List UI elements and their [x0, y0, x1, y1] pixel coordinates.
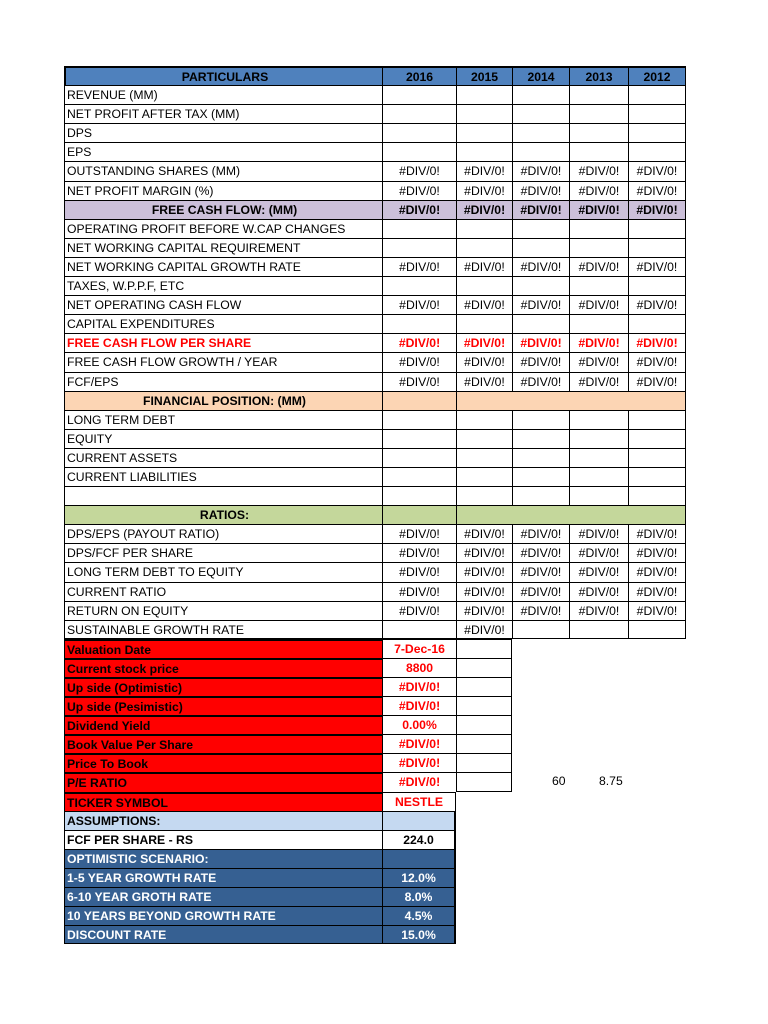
cell[interactable]: #DIV/0! [456, 582, 512, 601]
table-row [64, 276, 686, 295]
cell[interactable] [456, 486, 512, 505]
fcf-section-label[interactable]: FREE CASH FLOW: (MM) [64, 200, 382, 219]
cell[interactable]: #DIV/0! [628, 601, 686, 620]
cell[interactable] [456, 658, 512, 677]
table-row [64, 123, 686, 142]
table-row [64, 467, 686, 486]
cell[interactable] [628, 104, 686, 123]
cell[interactable]: #DIV/0! [382, 352, 456, 371]
cell[interactable] [512, 467, 569, 486]
cell[interactable]: #DIV/0! [628, 257, 686, 276]
cell[interactable]: #DIV/0! [628, 161, 686, 180]
row-label[interactable]: NET OPERATING CASH FLOW [64, 295, 382, 314]
scenario-label[interactable]: 6-10 YEAR GROTH RATE [64, 887, 382, 906]
row-label[interactable]: TAXES, W.P.P.F, ETC [64, 276, 382, 295]
cell[interactable]: #DIV/0! [512, 372, 569, 391]
cell[interactable]: #DIV/0! [382, 372, 456, 391]
cell[interactable]: #DIV/0! [456, 543, 512, 562]
cell[interactable]: #DIV/0! [569, 352, 628, 371]
row-label[interactable]: OPERATING PROFIT BEFORE W.CAP CHANGES [64, 219, 382, 238]
cell[interactable] [628, 448, 686, 467]
cell[interactable]: #DIV/0! [569, 181, 628, 200]
cell[interactable] [512, 142, 569, 161]
cell[interactable] [569, 104, 628, 123]
cell[interactable] [382, 448, 456, 467]
cell[interactable]: #DIV/0! [628, 543, 686, 562]
cell[interactable] [382, 238, 456, 257]
fcf-share-rs-value[interactable]: 224.0 [382, 830, 456, 849]
cell[interactable]: #DIV/0! [628, 524, 686, 543]
cell[interactable]: #DIV/0! [628, 333, 686, 352]
cell[interactable]: #DIV/0! [382, 601, 456, 620]
row-label[interactable]: NET PROFIT AFTER TAX (MM) [64, 104, 382, 123]
cell[interactable]: #DIV/0! [628, 372, 686, 391]
valuation-label[interactable]: Dividend Yield [64, 715, 382, 734]
table-row [64, 142, 686, 161]
valuation-value[interactable]: #DIV/0! [382, 772, 456, 791]
cell[interactable] [512, 219, 569, 238]
cell[interactable] [382, 123, 456, 142]
cell[interactable] [456, 772, 512, 791]
cell[interactable] [569, 314, 628, 333]
cell[interactable]: #DIV/0! [456, 524, 512, 543]
cell[interactable] [382, 505, 456, 524]
cell[interactable] [382, 486, 456, 505]
cell[interactable] [382, 410, 456, 429]
cell[interactable] [628, 238, 686, 257]
cell[interactable] [569, 123, 628, 142]
row-label[interactable]: LONG TERM DEBT TO EQUITY [64, 562, 382, 581]
cell[interactable]: #DIV/0! [569, 524, 628, 543]
valuation-row [64, 677, 686, 696]
row-label[interactable]: NET WORKING CAPITAL GROWTH RATE [64, 257, 382, 276]
cell[interactable] [382, 219, 456, 238]
cell[interactable] [569, 467, 628, 486]
scenario-row [64, 925, 686, 944]
cell[interactable] [456, 219, 512, 238]
cell[interactable] [456, 467, 512, 486]
cell[interactable]: #DIV/0! [382, 582, 456, 601]
cell[interactable] [382, 467, 456, 486]
cell[interactable]: #DIV/0! [628, 200, 686, 219]
fcf-section-row [64, 200, 686, 219]
valuation-value[interactable]: 8800 [382, 658, 456, 677]
cell[interactable] [628, 486, 686, 505]
table-row [64, 524, 686, 543]
table-row [64, 582, 686, 601]
cell[interactable] [512, 620, 569, 639]
cell[interactable]: #DIV/0! [512, 200, 569, 219]
cell[interactable] [512, 448, 569, 467]
cell[interactable]: #DIV/0! [569, 333, 628, 352]
cell[interactable]: #DIV/0! [456, 200, 512, 219]
row-label[interactable]: NET PROFIT MARGIN (%) [64, 181, 382, 200]
row-label[interactable]: SUSTAINABLE GROWTH RATE [64, 620, 382, 639]
floating-value[interactable]: 8.75 [599, 774, 623, 788]
table-row [64, 238, 686, 257]
scenario-value[interactable]: 8.0% [382, 887, 456, 906]
fcf-per-share-row [64, 333, 686, 352]
row-label[interactable]: DPS/EPS (PAYOUT RATIO) [64, 524, 382, 543]
cell[interactable] [628, 620, 686, 639]
cell[interactable] [456, 314, 512, 333]
table-row [64, 161, 686, 180]
scenario-row [64, 906, 686, 925]
scenario-label[interactable]: DISCOUNT RATE [64, 925, 382, 944]
floating-value[interactable]: 60 [552, 774, 566, 788]
table-row [64, 562, 686, 581]
cell[interactable] [382, 811, 456, 830]
cell[interactable]: #DIV/0! [382, 181, 456, 200]
optimistic-row [64, 849, 686, 868]
valuation-row [64, 639, 686, 658]
assumptions-row [64, 811, 686, 830]
cell[interactable]: #DIV/0! [628, 181, 686, 200]
valuation-label[interactable]: P/E RATIO [64, 772, 382, 791]
cell[interactable]: #DIV/0! [382, 257, 456, 276]
table-row [64, 181, 686, 200]
cell[interactable] [382, 276, 456, 295]
table-row [64, 104, 686, 123]
cell[interactable]: #DIV/0! [382, 543, 456, 562]
valuation-label[interactable]: Price To Book [64, 753, 382, 772]
cell[interactable] [382, 104, 456, 123]
valuation-label[interactable]: Valuation Date [64, 639, 382, 658]
scenario-label[interactable]: 1-5 YEAR GROWTH RATE [64, 868, 382, 887]
row-label[interactable]: DPS [64, 123, 382, 142]
cell[interactable] [512, 429, 569, 448]
cell[interactable]: #DIV/0! [382, 333, 456, 352]
cell[interactable] [569, 85, 628, 104]
header-2015[interactable]: 2015 [456, 66, 512, 85]
cell[interactable] [628, 410, 686, 429]
cell[interactable]: #DIV/0! [456, 257, 512, 276]
table-row [64, 352, 686, 371]
scenario-row [64, 887, 686, 906]
valuation-label[interactable]: Book Value Per Share [64, 734, 382, 753]
table-row [64, 219, 686, 238]
ratios-label[interactable]: RATIOS: [64, 505, 382, 524]
merged-cell[interactable] [456, 505, 686, 524]
cell[interactable] [382, 314, 456, 333]
cell[interactable]: #DIV/0! [569, 372, 628, 391]
cell[interactable]: #DIV/0! [382, 524, 456, 543]
header-2013[interactable]: 2013 [569, 66, 628, 85]
cell[interactable] [512, 85, 569, 104]
cell[interactable] [382, 429, 456, 448]
cell[interactable] [382, 849, 456, 868]
cell[interactable]: #DIV/0! [456, 333, 512, 352]
cell[interactable] [456, 639, 512, 658]
cell[interactable] [456, 276, 512, 295]
row-label[interactable]: EQUITY [64, 429, 382, 448]
cell[interactable] [569, 142, 628, 161]
cell[interactable] [456, 142, 512, 161]
cell[interactable]: #DIV/0! [382, 562, 456, 581]
cell[interactable] [569, 238, 628, 257]
cell[interactable]: #DIV/0! [456, 161, 512, 180]
row-label[interactable]: LONG TERM DEBT [64, 410, 382, 429]
cell[interactable]: #DIV/0! [456, 562, 512, 581]
header-particulars[interactable]: PARTICULARS [64, 66, 382, 85]
valuation-label[interactable]: Up side (Optimistic) [64, 677, 382, 696]
cell[interactable] [456, 85, 512, 104]
cell[interactable]: #DIV/0! [382, 295, 456, 314]
row-label[interactable]: FREE CASH FLOW PER SHARE [64, 333, 382, 352]
scenario-value[interactable]: 12.0% [382, 868, 456, 887]
cell[interactable] [456, 448, 512, 467]
table-row [64, 601, 686, 620]
row-label[interactable]: CURRENT LIABILITIES [64, 467, 382, 486]
cell[interactable] [628, 276, 686, 295]
cell[interactable] [628, 314, 686, 333]
cell[interactable] [456, 410, 512, 429]
cell[interactable] [569, 276, 628, 295]
row-label[interactable]: CURRENT RATIO [64, 582, 382, 601]
valuation-value[interactable]: #DIV/0! [382, 677, 456, 696]
cell[interactable] [512, 276, 569, 295]
row-label[interactable]: REVENUE (MM) [64, 85, 382, 104]
valuation-row [64, 772, 686, 791]
table-row [64, 486, 686, 505]
cell[interactable] [628, 219, 686, 238]
scenario-value[interactable]: 4.5% [382, 906, 456, 925]
assumptions-label[interactable]: ASSUMPTIONS: [64, 811, 382, 830]
scenario-row [64, 868, 686, 887]
cell[interactable] [512, 314, 569, 333]
valuation-row [64, 753, 686, 772]
row-label[interactable] [64, 486, 382, 505]
ticker-label[interactable]: TICKER SYMBOL [64, 792, 382, 811]
cell[interactable]: #DIV/0! [512, 161, 569, 180]
table-row [64, 295, 686, 314]
cell[interactable]: #DIV/0! [456, 372, 512, 391]
cell[interactable] [456, 238, 512, 257]
cell[interactable] [569, 620, 628, 639]
valuation-value[interactable]: 7-Dec-16 [382, 639, 456, 658]
table-row [64, 85, 686, 104]
cell[interactable] [456, 677, 512, 696]
valuation-value[interactable]: 0.00% [382, 715, 456, 734]
financial-position-label[interactable]: FINANCIAL POSITION: (MM) [64, 391, 382, 410]
row-label[interactable]: RETURN ON EQUITY [64, 601, 382, 620]
cell[interactable]: #DIV/0! [569, 200, 628, 219]
valuation-row [64, 658, 686, 677]
cell[interactable] [512, 486, 569, 505]
header-row [64, 66, 686, 85]
row-label[interactable]: NET WORKING CAPITAL REQUIREMENT [64, 238, 382, 257]
valuation-row [64, 734, 686, 753]
valuation-value[interactable]: #DIV/0! [382, 696, 456, 715]
cell[interactable]: #DIV/0! [628, 352, 686, 371]
cell[interactable]: #DIV/0! [512, 352, 569, 371]
cell[interactable] [456, 715, 512, 734]
row-label[interactable]: CAPITAL EXPENDITURES [64, 314, 382, 333]
cell[interactable] [628, 467, 686, 486]
cell[interactable]: #DIV/0! [628, 562, 686, 581]
cell[interactable] [628, 142, 686, 161]
optimistic-label[interactable]: OPTIMISTIC SCENARIO: [64, 849, 382, 868]
cell[interactable]: #DIV/0! [512, 295, 569, 314]
fcf-share-rs-row [64, 830, 686, 849]
table-row [64, 543, 686, 562]
table-row [64, 257, 686, 276]
cell[interactable] [456, 104, 512, 123]
cell[interactable]: #DIV/0! [569, 257, 628, 276]
cell[interactable]: #DIV/0! [512, 181, 569, 200]
cell[interactable]: #DIV/0! [456, 181, 512, 200]
cell[interactable]: #DIV/0! [512, 582, 569, 601]
cell[interactable] [382, 391, 456, 410]
table-row [64, 448, 686, 467]
cell[interactable] [382, 620, 456, 639]
cell[interactable] [569, 429, 628, 448]
valuation-value[interactable]: #DIV/0! [382, 753, 456, 772]
cell[interactable]: #DIV/0! [512, 257, 569, 276]
merged-cell[interactable] [456, 391, 686, 410]
cell[interactable]: #DIV/0! [569, 562, 628, 581]
cell[interactable] [512, 104, 569, 123]
cell[interactable]: #DIV/0! [569, 582, 628, 601]
cell[interactable] [456, 123, 512, 142]
scenario-value[interactable]: 15.0% [382, 925, 456, 944]
cell[interactable]: #DIV/0! [569, 543, 628, 562]
ticker-row [64, 792, 686, 811]
row-label[interactable]: FCF/EPS [64, 372, 382, 391]
header-2012[interactable]: 2012 [628, 66, 686, 85]
cell[interactable]: #DIV/0! [456, 620, 512, 639]
ratios-row [64, 505, 686, 524]
cell[interactable] [382, 85, 456, 104]
cell[interactable]: #DIV/0! [512, 524, 569, 543]
scenario-label[interactable]: 10 YEARS BEYOND GROWTH RATE [64, 906, 382, 925]
cell[interactable]: #DIV/0! [512, 562, 569, 581]
valuation-row [64, 696, 686, 715]
cell[interactable]: #DIV/0! [382, 161, 456, 180]
row-label[interactable]: EPS [64, 142, 382, 161]
cell[interactable] [512, 410, 569, 429]
cell[interactable] [569, 219, 628, 238]
valuation-value[interactable]: #DIV/0! [382, 734, 456, 753]
row-label[interactable]: CURRENT ASSETS [64, 448, 382, 467]
cell[interactable]: #DIV/0! [628, 295, 686, 314]
cell[interactable]: #DIV/0! [512, 333, 569, 352]
cell[interactable] [382, 142, 456, 161]
financial-position-row [64, 391, 686, 410]
cell[interactable]: #DIV/0! [382, 200, 456, 219]
cell[interactable] [512, 123, 569, 142]
cell[interactable]: #DIV/0! [456, 352, 512, 371]
cell[interactable] [456, 734, 512, 753]
table-row [64, 372, 686, 391]
cell[interactable] [456, 753, 512, 772]
table-row [64, 410, 686, 429]
row-label[interactable]: FREE CASH FLOW GROWTH / YEAR [64, 352, 382, 371]
valuation-label[interactable]: Up side (Pesimistic) [64, 696, 382, 715]
cell[interactable]: #DIV/0! [512, 543, 569, 562]
cell[interactable] [456, 429, 512, 448]
ticker-value[interactable]: NESTLE [382, 792, 456, 811]
cell[interactable]: #DIV/0! [456, 295, 512, 314]
cell[interactable] [456, 696, 512, 715]
cell[interactable]: #DIV/0! [456, 601, 512, 620]
valuation-label[interactable]: Current stock price [64, 658, 382, 677]
cell[interactable]: #DIV/0! [569, 161, 628, 180]
cell[interactable] [628, 429, 686, 448]
row-label[interactable]: OUTSTANDING SHARES (MM) [64, 161, 382, 180]
row-label[interactable]: DPS/FCF PER SHARE [64, 543, 382, 562]
cell[interactable]: #DIV/0! [569, 601, 628, 620]
cell[interactable]: #DIV/0! [628, 582, 686, 601]
cell[interactable]: #DIV/0! [512, 601, 569, 620]
cell[interactable] [628, 123, 686, 142]
table-row [64, 429, 686, 448]
cell[interactable]: #DIV/0! [569, 295, 628, 314]
cell[interactable] [569, 448, 628, 467]
header-2016[interactable]: 2016 [382, 66, 456, 85]
cell[interactable] [569, 410, 628, 429]
table-row [64, 314, 686, 333]
spreadsheet-grid [64, 66, 686, 944]
cell[interactable] [569, 486, 628, 505]
valuation-row [64, 715, 686, 734]
cell[interactable] [628, 85, 686, 104]
header-2014[interactable]: 2014 [512, 66, 569, 85]
table-row [64, 620, 686, 639]
fcf-share-rs-label[interactable]: FCF PER SHARE - RS [64, 830, 382, 849]
cell[interactable] [512, 238, 569, 257]
